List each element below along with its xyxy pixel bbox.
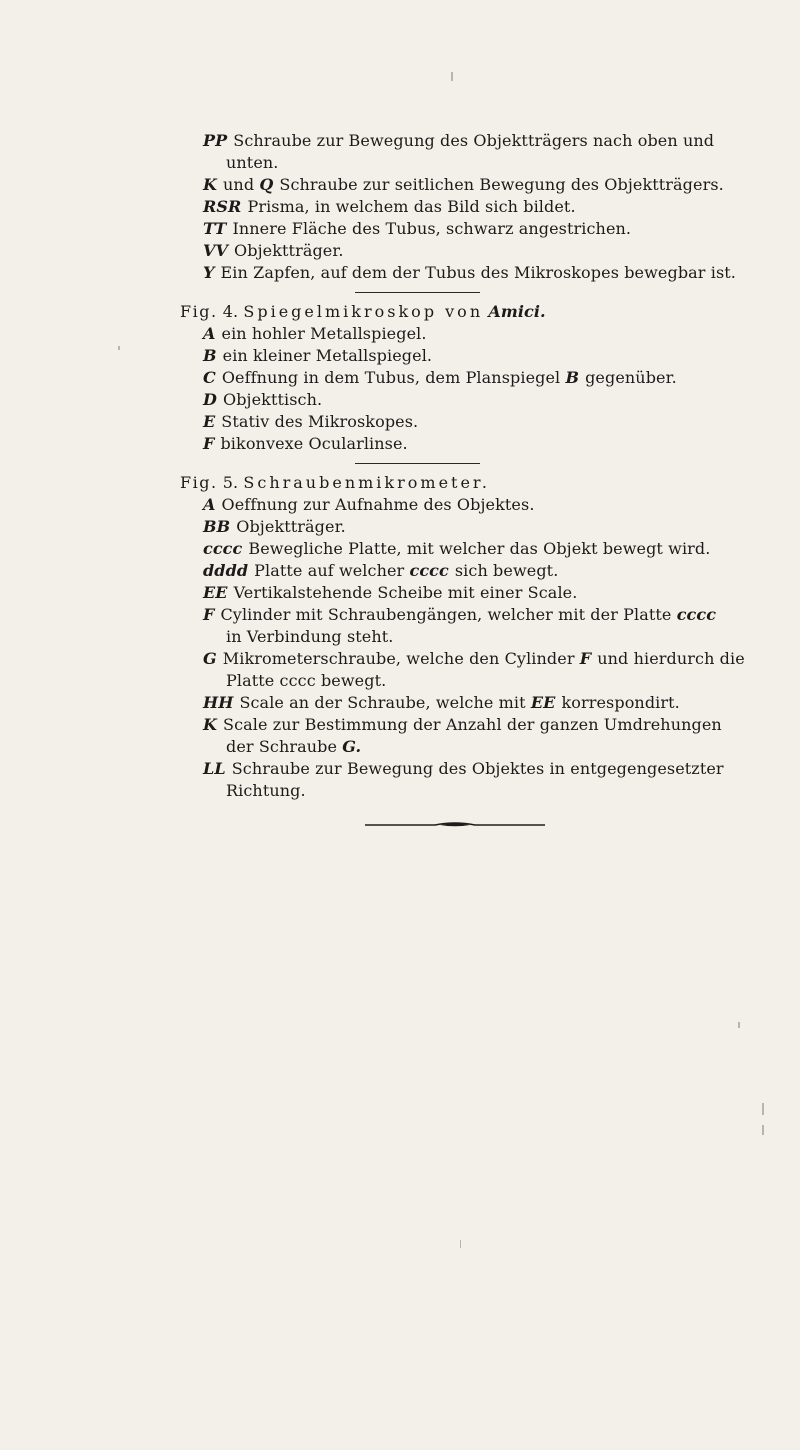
legend-item-k-q: K und Q Schraube zur seitlichen Bewegung des Objektträgers.	[203, 175, 724, 194]
scan-speck	[738, 1022, 740, 1028]
legend-item-vv: VV Objektträger.	[203, 241, 344, 260]
legend-continuation: unten.	[226, 153, 279, 172]
fig4-item-f: F bikonvexe Ocularlinse.	[203, 434, 408, 453]
fig4-item-d: D Objekttisch.	[203, 390, 323, 409]
fig5-item-g: G Mikrometerschraube, welche den Cylinder F und hierdurch die	[203, 649, 745, 668]
scan-speck	[762, 1103, 764, 1115]
legend-continuation: Platte cccc bewegt.	[226, 671, 387, 690]
fig5-item-hh: HH Scale an der Schraube, welche mit EE korrespondirt.	[203, 693, 680, 712]
scan-speck	[118, 346, 120, 350]
fig5-item-ll: LL Schraube zur Bewegung des Objektes in entgegengesetzter	[203, 759, 724, 778]
fig5-item-ee: EE Vertikalstehende Scheibe mit einer Scale.	[203, 583, 578, 602]
legend-continuation: Richtung.	[226, 781, 306, 800]
fig5-heading: Fig. 5. Schraubenmikrometer.	[180, 473, 490, 492]
fig5-item-dddd: dddd Platte auf welcher cccc sich bewegt.	[203, 561, 559, 580]
fig4-heading: Fig. 4. Spiegelmikroskop von Amici.	[180, 302, 546, 321]
legend-item-rsr: RSR Prisma, in welchem das Bild sich bildet.	[203, 197, 576, 216]
fig5-item-f: F Cylinder mit Schraubengängen, welcher mit der Platte cccc	[203, 605, 717, 624]
scan-speck	[762, 1125, 764, 1135]
fig5-item-k: K Scale zur Bestimmung der Anzahl der ganzen Umdrehungen	[203, 715, 722, 734]
section-divider	[355, 463, 480, 464]
scan-speck	[460, 1240, 461, 1248]
end-ornament-rule	[365, 820, 545, 830]
scan-speck	[451, 72, 453, 81]
legend-item-tt: TT Innere Fläche des Tubus, schwarz angestrichen.	[203, 219, 632, 238]
section-divider	[355, 292, 480, 293]
fig4-item-c: C Oeffnung in dem Tubus, dem Planspiegel B gegenüber.	[203, 368, 677, 387]
fig4-item-b: B ein kleiner Metallspiegel.	[203, 346, 433, 365]
fig5-item-bb: BB Objektträger.	[203, 517, 346, 536]
fig4-item-e: E Stativ des Mikroskopes.	[203, 412, 419, 431]
fig5-item-a: A Oeffnung zur Aufnahme des Objektes.	[203, 495, 535, 514]
fig5-item-cccc: cccc Bewegliche Platte, mit welcher das Objekt bewegt wird.	[203, 539, 711, 558]
legend-item-y: Y Ein Zapfen, auf dem der Tubus des Mikroskopes bewegbar ist.	[203, 263, 736, 282]
legend-item-pp: PP Schraube zur Bewegung des Objektträgers nach oben und	[203, 131, 715, 150]
legend-continuation: in Verbindung steht.	[226, 627, 394, 646]
legend-continuation: der Schraube G.	[226, 737, 362, 756]
fig4-item-a: A ein hohler Metallspiegel.	[203, 324, 427, 343]
